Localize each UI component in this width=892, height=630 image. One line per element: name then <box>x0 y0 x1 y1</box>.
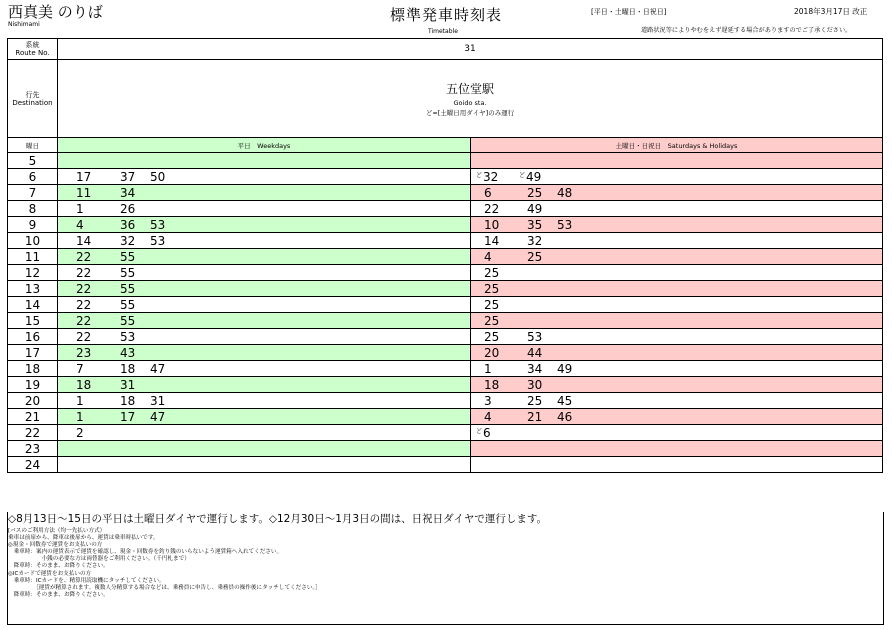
hour-row <box>8 457 883 473</box>
weekday-minutes-cell <box>58 297 471 313</box>
hour-row <box>8 153 883 169</box>
hour-row <box>8 393 883 409</box>
departure-minute: 7 <box>76 362 84 376</box>
departure-minute: 1 <box>76 394 84 408</box>
route-number: 31 <box>58 39 883 60</box>
hour-row <box>8 409 883 425</box>
weekday-minutes-cell <box>58 153 471 169</box>
delay-notice: 道路状況等によりやむをえず遅延する場合がありますのでご了承ください。 <box>641 27 852 34</box>
fare-instruction-line: 乗車は前扉から、降車は後扉から、運賃は乗車時払いです。 <box>8 535 159 542</box>
fare-instruction-line: 乗車時：ICカードを、精算用読取機にタッチしてください。 <box>8 577 165 584</box>
hour-row <box>8 425 883 441</box>
departure-minute: 46 <box>557 410 573 424</box>
weekday-minutes-cell <box>58 233 471 249</box>
holiday-minutes-cell <box>471 217 883 233</box>
departure-minute: 50 <box>150 170 166 184</box>
departure-minute: 25 <box>527 394 543 408</box>
departure-minute <box>476 169 498 185</box>
destination-note: ど=[土曜日用ダイヤ]のみ運行 <box>425 109 515 117</box>
hour-cell: 23 <box>8 441 58 457</box>
timetable-title-en: Timetable <box>428 28 458 35</box>
fare-instruction-line: ◎現金・回数券で運賃をお支払いの方 <box>8 542 103 549</box>
hour-cell: 10 <box>8 233 58 249</box>
stop-name: 西真美 のりば <box>8 3 103 21</box>
holiday-minutes-cell <box>471 361 883 377</box>
hour-row <box>8 233 883 249</box>
departure-minute: 53 <box>150 234 166 248</box>
departure-minute: 49 <box>527 202 543 216</box>
holiday-minutes-cell <box>471 297 883 313</box>
hour-cell: 9 <box>8 217 58 233</box>
departure-minute: 21 <box>527 410 543 424</box>
departure-minute: 14 <box>484 234 500 248</box>
hour-row <box>8 281 883 297</box>
departure-minute: 53 <box>557 218 573 232</box>
hour-column-header: 曜日 <box>8 138 58 153</box>
departure-minute: 36 <box>120 218 136 232</box>
departure-minute: 22 <box>76 266 92 280</box>
hour-cell: 16 <box>8 329 58 345</box>
weekday-minutes-cell <box>58 313 471 329</box>
hour-cell: 8 <box>8 201 58 217</box>
departure-minute: 32 <box>527 234 543 248</box>
departure-minute <box>519 169 541 185</box>
hour-row <box>8 329 883 345</box>
hour-cell: 7 <box>8 185 58 201</box>
weekday-minutes-cell <box>58 409 471 425</box>
hour-cell: 5 <box>8 153 58 169</box>
departure-minute: 47 <box>150 410 166 424</box>
departure-minute: 18 <box>484 378 500 392</box>
departure-minute: 25 <box>484 266 500 280</box>
departure-minute: 14 <box>76 234 92 248</box>
minute-value: 32 <box>483 170 499 184</box>
departure-minute: 1 <box>76 410 84 424</box>
fare-instruction-line: ［運賃が精算されます。複数人分精算する場合などは、乗務員に申告し、乗務員の操作後にタッチしてください。］ <box>8 584 321 591</box>
hour-cell: 17 <box>8 345 58 361</box>
hour-row <box>8 265 883 281</box>
holiday-minutes-cell <box>471 393 883 409</box>
holiday-schedule-notice: ◇8月13日～15日の平日は土曜日ダイヤで運行します。◇12月30日～1月3日の間は、日祝日ダイヤで運行します。 <box>8 513 548 525</box>
departure-minute: 20 <box>484 346 500 360</box>
holiday-minutes-cell <box>471 313 883 329</box>
weekday-minutes-cell <box>58 345 471 361</box>
weekday-minutes-cell <box>58 329 471 345</box>
holiday-column-header: 土曜日・日祝日 Saturdays & Holidays <box>471 138 883 153</box>
departure-minute: 34 <box>120 186 136 200</box>
departure-minute: 22 <box>76 282 92 296</box>
departure-minute: 22 <box>76 250 92 264</box>
weekday-minutes-cell <box>58 441 471 457</box>
departure-minute: 26 <box>120 202 136 216</box>
weekday-column-header: 平日 Weekdays <box>58 138 471 153</box>
holiday-minutes-cell <box>471 345 883 361</box>
departure-minute: 4 <box>484 410 492 424</box>
stop-name-en: Nishimami <box>8 21 40 28</box>
departure-minute: 53 <box>120 330 136 344</box>
weekday-minutes-cell <box>58 185 471 201</box>
hour-cell: 22 <box>8 425 58 441</box>
destination-name-en: Goido sta. <box>453 99 487 107</box>
departure-minute: 30 <box>527 378 543 392</box>
holiday-minutes-cell <box>471 233 883 249</box>
departure-minute: 32 <box>120 234 136 248</box>
weekday-minutes-cell <box>58 265 471 281</box>
minute-value: 6 <box>483 426 491 440</box>
departure-minute: 22 <box>76 314 92 328</box>
departure-minute: 55 <box>120 298 136 312</box>
hour-cell: 20 <box>8 393 58 409</box>
route-label-cell <box>8 39 58 60</box>
weekday-minutes-cell <box>58 377 471 393</box>
fare-instruction-line: 乗車時：案内の運賃表示で運賃を確認し、現金・回数券を釣り銭のいらないよう運賃箱へ入れてください。 <box>8 549 283 556</box>
hour-row <box>8 297 883 313</box>
departure-minute: 47 <box>150 362 166 376</box>
hour-row <box>8 249 883 265</box>
hour-row <box>8 169 883 185</box>
departure-minute: 25 <box>484 330 500 344</box>
fare-instruction-line: ◎ICカードで運賃をお支払いの方 <box>8 570 92 577</box>
holiday-minutes-cell <box>471 281 883 297</box>
departure-minute: 31 <box>150 394 166 408</box>
departure-minute: 11 <box>76 186 92 200</box>
hour-cell: 18 <box>8 361 58 377</box>
fare-instruction-line: [バスのご利用方法（均一先払い方式） <box>8 528 106 534</box>
hour-rows <box>8 153 883 473</box>
holiday-minutes-cell <box>471 409 883 425</box>
hour-cell: 21 <box>8 409 58 425</box>
departure-minute: 25 <box>484 282 500 296</box>
departure-minute: 55 <box>120 266 136 280</box>
destination-cell <box>58 60 883 138</box>
departure-minute: 25 <box>527 250 543 264</box>
departure-minute: 37 <box>120 170 136 184</box>
weekday-minutes-cell <box>58 201 471 217</box>
weekday-minutes-cell <box>58 217 471 233</box>
revision-date: 2018年3月17日 改正 <box>794 7 868 16</box>
weekday-minutes-cell <box>58 169 471 185</box>
departure-minute: 43 <box>120 346 136 360</box>
fare-instruction-line: 降車時：そのまま、お降りください。 <box>8 563 109 570</box>
hour-cell: 24 <box>8 457 58 473</box>
route-label: 系統 <box>25 41 40 49</box>
column-header-row <box>8 138 883 153</box>
hour-row <box>8 345 883 361</box>
departure-minute: 31 <box>120 378 136 392</box>
departure-minute: 22 <box>76 330 92 344</box>
departure-minute: 25 <box>527 186 543 200</box>
destination-label-cell <box>8 60 58 138</box>
departure-minute: 48 <box>557 186 573 200</box>
hour-cell: 14 <box>8 297 58 313</box>
hour-cell: 19 <box>8 377 58 393</box>
departure-minute: 49 <box>557 362 573 376</box>
saturday-only-mark: ど <box>476 428 483 435</box>
destination-name: 五位堂駅 <box>446 82 495 96</box>
fare-instructions <box>8 528 321 599</box>
weekday-minutes-cell <box>58 457 471 473</box>
departure-minute: 1 <box>484 362 492 376</box>
departure-minute: 4 <box>484 250 492 264</box>
departure-minute: 25 <box>484 298 500 312</box>
holiday-minutes-cell <box>471 169 883 185</box>
departure-minute: 45 <box>557 394 573 408</box>
route-row <box>8 39 883 60</box>
departure-minute: 44 <box>527 346 543 360</box>
hour-cell: 12 <box>8 265 58 281</box>
departure-minute: 35 <box>527 218 543 232</box>
departure-minute: 53 <box>527 330 543 344</box>
hour-row <box>8 361 883 377</box>
holiday-minutes-cell <box>471 265 883 281</box>
weekday-minutes-cell <box>58 249 471 265</box>
weekday-minutes-cell <box>58 393 471 409</box>
departure-minute: 2 <box>76 426 84 440</box>
weekday-minutes-cell <box>58 281 471 297</box>
holiday-minutes-cell <box>471 377 883 393</box>
departure-minute: 25 <box>484 314 500 328</box>
service-days: [平日・土曜日・日祝日] <box>591 8 667 16</box>
holiday-minutes-cell <box>471 457 883 473</box>
destination-row <box>8 60 883 138</box>
minute-value: 49 <box>526 170 542 184</box>
footer-notes <box>7 512 884 625</box>
holiday-minutes-cell <box>471 185 883 201</box>
departure-minute <box>476 425 491 441</box>
hour-cell: 15 <box>8 313 58 329</box>
departure-minute: 17 <box>76 170 92 184</box>
departure-minute: 53 <box>150 218 166 232</box>
holiday-minutes-cell <box>471 153 883 169</box>
destination-label-en: Destination <box>12 98 53 107</box>
departure-minute: 34 <box>527 362 543 376</box>
departure-minute: 55 <box>120 250 136 264</box>
departure-minute: 23 <box>76 346 92 360</box>
timetable-grid <box>7 38 883 473</box>
fare-instruction-line: 小銭の必要な方は両替器をご利用ください。（千円札まで） <box>8 556 190 563</box>
holiday-minutes-cell <box>471 249 883 265</box>
departure-minute: 18 <box>76 378 92 392</box>
departure-minute: 17 <box>120 410 136 424</box>
hour-row <box>8 313 883 329</box>
hour-cell: 11 <box>8 249 58 265</box>
hour-row <box>8 441 883 457</box>
departure-minute: 18 <box>120 394 136 408</box>
holiday-minutes-cell <box>471 329 883 345</box>
weekday-minutes-cell <box>58 361 471 377</box>
holiday-minutes-cell <box>471 425 883 441</box>
holiday-minutes-cell <box>471 441 883 457</box>
departure-minute: 10 <box>484 218 500 232</box>
route-label-en: Route No. <box>15 49 50 57</box>
timetable-title: 標準発車時刻表 <box>390 6 503 24</box>
hour-row <box>8 377 883 393</box>
saturday-only-mark: ど <box>519 172 526 179</box>
weekday-minutes-cell <box>58 425 471 441</box>
hour-cell: 6 <box>8 169 58 185</box>
hour-row <box>8 201 883 217</box>
hour-cell: 13 <box>8 281 58 297</box>
hour-row <box>8 185 883 201</box>
hour-row <box>8 217 883 233</box>
departure-minute: 22 <box>76 298 92 312</box>
saturday-only-mark: ど <box>476 172 483 179</box>
departure-minute: 6 <box>484 186 492 200</box>
departure-minute: 18 <box>120 362 136 376</box>
destination-label: 行先 <box>25 90 40 99</box>
departure-minute: 55 <box>120 282 136 296</box>
departure-minute: 4 <box>76 218 84 232</box>
departure-minute: 1 <box>76 202 84 216</box>
departure-minute: 3 <box>484 394 492 408</box>
departure-minute: 55 <box>120 314 136 328</box>
holiday-minutes-cell <box>471 201 883 217</box>
fare-instruction-line: 降車時：そのまま、お降りください。 <box>8 591 109 598</box>
departure-minute: 22 <box>484 202 500 216</box>
